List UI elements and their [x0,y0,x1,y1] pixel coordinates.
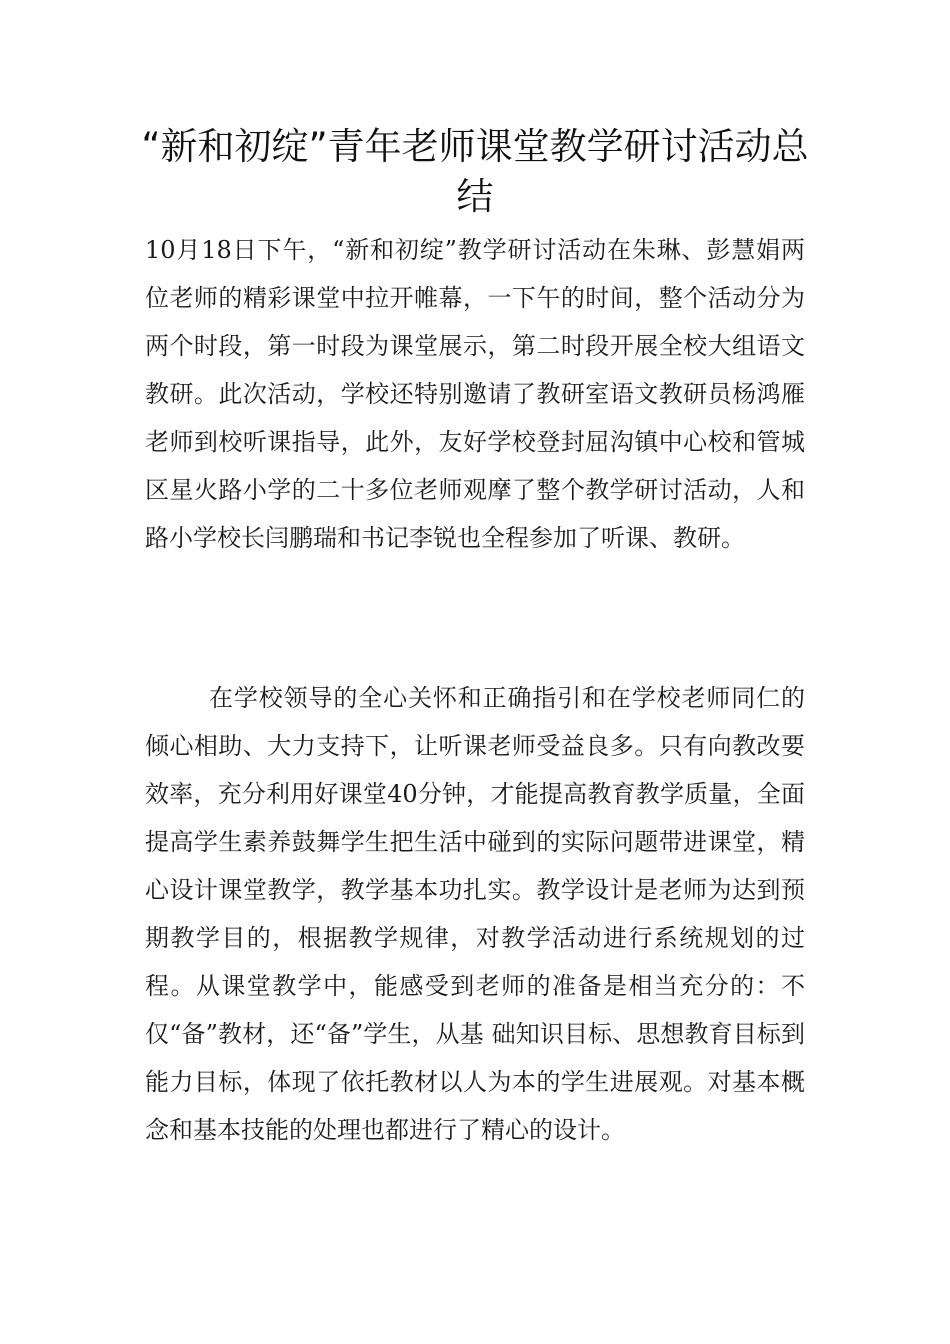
document-title: “新和初绽”青年老师课堂教学研讨活动总结 [141,125,809,218]
paragraph-2: 在学校领导的全心关怀和正确指引和在学校老师同仁的倾心相助、大力支持下，让听课老师受益良多。只有向教改要效率，充分利用好课堂40分钟，才能提高教育教学质量，全面提高学生素养鼓舞学生把生活中碰到的实际问题带进课堂，精心设计课堂教学，教学基本功扎实。教学设计是老师为达到预期教学目的，根据教学规律，对教学活动进行系统规划的过程。从课堂教学中，能感受到老师的准备是相当充分的：不仅“备”教材，还“备”学生，从基 础知识目标、思想教育目标到能力目标，体现了依托教材以人为本的学生进展观。对基本概念和基本技能的处理也都进行了精心的设计。 [145,684,805,1144]
paragraph-1: 10月18日下午，“新和初绽”教学研讨活动在朱琳、彭慧娟两位老师的精彩课堂中拉开帷幕，一下午的时间，整个活动分为两个时段，第一时段为课堂展示，第二时段开展全校大组语文教研。此次活动，学校还特别邀请了教研室语文教研员杨鸿雁老师到校听课指导，此外，友好学校登封屈沟镇中心校和管城区星火路小学的二十多位老师观摩了整个教学研讨活动，人和路小学校长闫鹏瑞和书记李锐也全程参加了听课、教研。 [145,236,805,552]
